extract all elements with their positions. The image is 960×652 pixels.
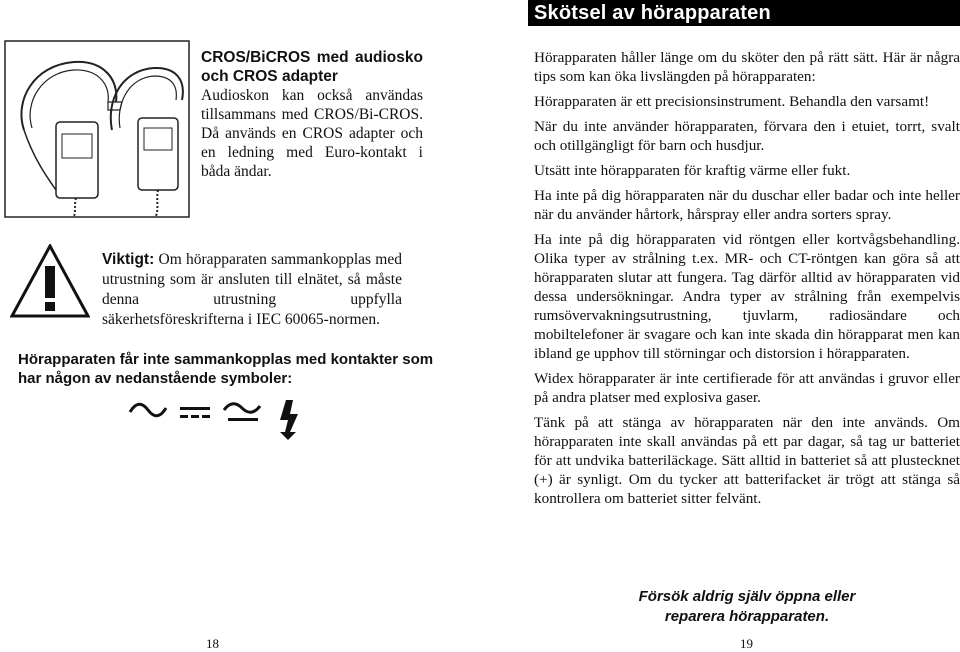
page-number-right: 19 bbox=[740, 636, 753, 651]
paragraph: Ha inte på dig hörapparaten vid röntgen eller kortvågsbehandling. Olika typer av strålning t.ex. MR- och CT-röntgen kan göra så att hörapparaten slutar att fungera. Tag därför alltid av hörapparaten vid dessa undersökningar. Andra typer av strålning från exempelvis rumsövervakningsutrustning, tjuvlarm, radiosändare och mobiltelefoner är svagare och kan inte skada din hörapparat men kan ibland ge upphov till störningar och distorsion i hörapparaten. bbox=[534, 231, 960, 362]
warning-text: Om hörapparaten sammankopplas med utrustning som är ansluten till elnätet, så måste denna utrustning uppfylla säkerhetsföreskrifterna i IEC 60065-normen. bbox=[102, 251, 402, 328]
title-banner bbox=[528, 0, 960, 26]
paragraph: Utsätt inte hörapparaten för kraftig värme eller fukt. bbox=[534, 162, 851, 179]
page-title: Skötsel av hörapparaten bbox=[534, 2, 771, 24]
closing-line-1: Försök aldrig själv öppna eller bbox=[638, 588, 856, 605]
lightning-symbol bbox=[280, 400, 298, 440]
page-number-left: 18 bbox=[206, 636, 219, 651]
ac-current-symbol bbox=[130, 404, 166, 416]
right-page bbox=[480, 0, 960, 650]
paragraph: Hörapparaten håller länge om du sköter den på rätt sätt. Här är några tips som kan öka livslängden på hörapparaten: bbox=[534, 49, 960, 85]
closing-line-2: reparera hörapparaten. bbox=[664, 608, 830, 625]
dc-current-symbol bbox=[180, 407, 210, 418]
warning-label: Viktigt: bbox=[102, 251, 155, 268]
cros-text: Audioskon kan också användas tillsammans med CROS/Bi-CROS. Då används en CROS adapter och en ledning med Euro-kontakt i båda ändar. bbox=[201, 87, 423, 180]
paragraph: Tänk på att stänga av hörapparaten när den inte används. Om hörapparaten inte skall användas på ett par dagar, så tag ur batteriet för att undvika batteriläckage. Sätt alltid in batteriet så att plustecknet (+) är synligt. Om du tycker att batterifacket är trögt att stänga så kontrollera om batteriet sitter felvänt. bbox=[534, 414, 960, 507]
closing-warning bbox=[534, 587, 960, 627]
ac-dc-symbol bbox=[224, 404, 260, 421]
cros-section bbox=[201, 48, 423, 181]
warning-notice bbox=[102, 250, 402, 330]
care-instructions bbox=[534, 48, 960, 514]
paragraph: När du inte använder hörapparaten, förvara den i etuiet, torrt, svalt och otillgängligt för barn och husdjur. bbox=[534, 118, 960, 154]
left-page bbox=[0, 0, 480, 650]
connection-rule-heading: Hörapparaten får inte sammankopplas med kontakter som har någon av nedanstående symboler: bbox=[18, 351, 434, 387]
paragraph: Hörapparaten är ett precisionsinstrument. Behandla den varsamt! bbox=[534, 93, 930, 110]
cros-heading: CROS/BiCROS med audiosko och CROS adapter bbox=[201, 49, 423, 85]
exclamation-warning-icon bbox=[10, 244, 90, 318]
forbidden-symbols bbox=[128, 398, 308, 440]
hearing-aids-illustration bbox=[4, 40, 190, 218]
paragraph: Ha inte på dig hörapparaten när du duschar eller badar och inte heller när du använder hårtork, hårspray eller andra sorters spray. bbox=[534, 187, 960, 223]
paragraph: Widex hörapparater är inte certifierade för att användas i gruvor eller på andra platser med explosiva gaser. bbox=[534, 370, 960, 406]
